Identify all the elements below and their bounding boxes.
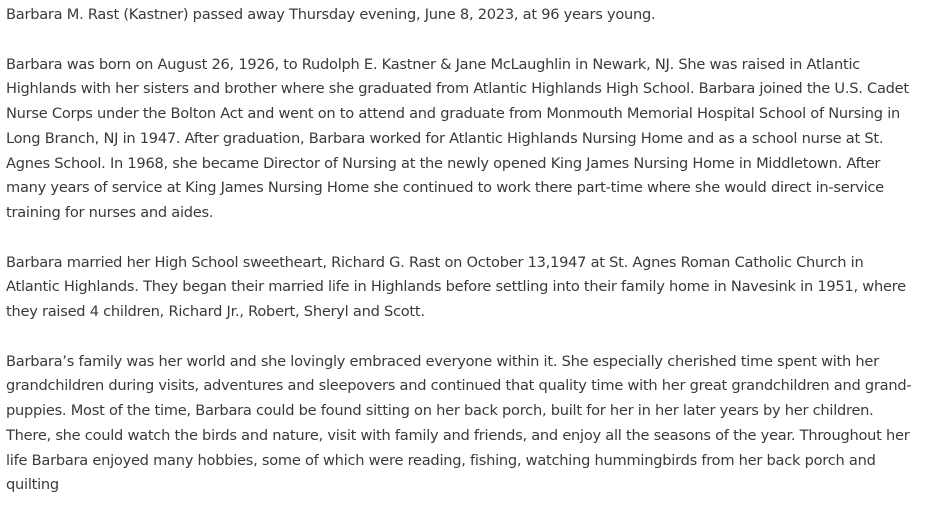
obituary-article bbox=[6, 3, 918, 523]
paragraph-marriage: Barbara married her High School sweetheart, Richard G. Rast on October 13,1947 at St. Agnes Roman Catholic Church in Atlantic Highlands. They began their married life in Highlands before settling into their family home in Navesink in 1951, where they raised 4 children, Richard Jr., Robert, Sheryl and Scott. bbox=[6, 253, 906, 320]
paragraph-early-life: Barbara was born on August 26, 1926, to Rudolph E. Kastner & Jane McLaughlin in Newark, NJ. She was raised in Atlantic Highlands with her sisters and brother where she graduated from Atlantic Highlands High School. Barbara joined the U.S. Cadet Nurse Corps under the Bolton Act and went on to attend and graduate from Monmouth Memorial Hospital School of Nursing in Long Branch, NJ in 1947. After graduation, Barbara worked for Atlantic Highlands Nursing Home and as a school nurse at St. Agnes School. In 1968, she became Director of Nursing at the newly opened King James Nursing Home in Middletown. After many years of service at King James Nursing Home she continued to work there part-time where she would direct in-service training for nurses and aides. bbox=[6, 55, 909, 221]
paragraph-passing: Barbara M. Rast (Kastner) passed away Thursday evening, June 8, 2023, at 96 years young. bbox=[6, 6, 656, 23]
paragraph-family: Barbara’s family was her world and she lovingly embraced everyone within it. She especially cherished time spent with her grandchildren during visits, adventures and sleepovers and continued that quality time with her great grandchildren and grand-puppies. Most of the time, Barbara could be found sitting on her back porch, built for her in her later years by her children. There, she could watch the birds and nature, visit with family and friends, and enjoy all the seasons of the year. Throughout her life Barbara enjoyed many hobbies, some of which were reading, fishing, watching hummingbirds from her back porch and quilting bbox=[6, 352, 912, 494]
